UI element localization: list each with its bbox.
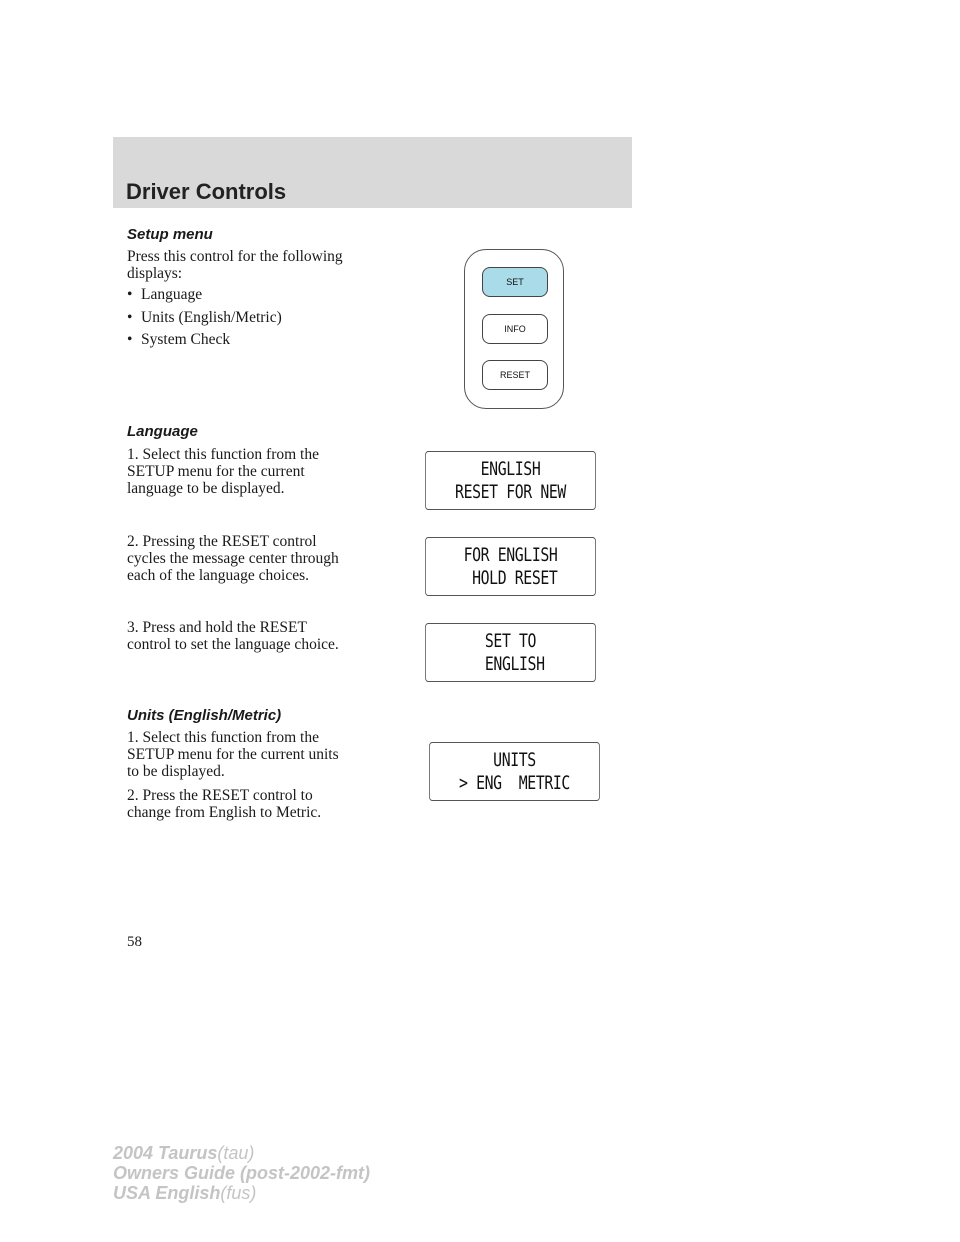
list-item-label: Units (English/Metric)	[141, 308, 282, 326]
footer-guide-name: Owners Guide (post-2002-fmt)	[113, 1163, 371, 1183]
list-item	[127, 309, 282, 332]
text-line: language to be displayed.	[127, 480, 285, 497]
set-button[interactable]: SET	[482, 267, 548, 297]
bullet-glyph: •	[127, 308, 133, 326]
display-line: ENGLISH	[476, 652, 545, 675]
display-set-to-english	[425, 623, 596, 682]
text-line: 2. Pressing the RESET control	[127, 533, 317, 550]
setup-menu-heading: Setup menu	[127, 226, 213, 243]
text-line: 2. Press the RESET control to	[127, 787, 313, 804]
text-line: control to set the language choice.	[127, 636, 339, 653]
units-step-1	[127, 729, 387, 780]
language-step-1	[127, 446, 387, 497]
display-line: FOR ENGLISH	[463, 543, 558, 566]
text-line: 3. Press and hold the RESET	[127, 619, 307, 636]
list-item	[127, 331, 282, 354]
text-line: 1. Select this function from the	[127, 729, 319, 746]
text-line: cycles the message center through	[127, 550, 339, 567]
display-english-reset	[425, 451, 596, 510]
footer-guide	[113, 1163, 370, 1183]
text-line: to be displayed.	[127, 763, 225, 780]
footer-language-code: (fus)	[220, 1183, 257, 1203]
setup-list	[127, 286, 282, 354]
display-hold-reset	[425, 537, 596, 596]
setup-intro-line: Press this control for the following	[127, 248, 343, 265]
display-line: SET TO	[484, 629, 537, 652]
setup-intro-line: displays:	[127, 265, 183, 282]
footer-model	[113, 1143, 254, 1163]
language-step-2	[127, 533, 387, 584]
display-units	[429, 742, 600, 801]
language-step-3	[127, 619, 387, 653]
display-line: ENGLISH	[480, 457, 541, 480]
section-header	[113, 137, 632, 208]
footer-language-name: USA English	[113, 1183, 221, 1203]
footer-model-name: 2004 Taurus	[113, 1143, 218, 1163]
bullet-glyph: •	[127, 286, 133, 303]
list-item-label: System Check	[141, 331, 231, 348]
units-step-2	[127, 787, 387, 821]
text-line: 1. Select this function from the	[127, 446, 319, 463]
setup-intro	[127, 248, 387, 282]
list-item	[127, 286, 282, 309]
units-heading: Units (English/Metric)	[127, 707, 282, 724]
text-line: SETUP menu for the current units	[127, 746, 339, 763]
display-line: UNITS	[493, 748, 536, 771]
text-line: change from English to Metric.	[127, 804, 322, 821]
info-button[interactable]: INFO	[482, 314, 548, 344]
section-title: Driver Controls	[126, 179, 287, 204]
footer-language	[113, 1183, 256, 1203]
display-line: HOLD RESET	[463, 566, 558, 589]
text-line: SETUP menu for the current	[127, 463, 305, 480]
display-line: RESET FOR NEW	[455, 480, 566, 503]
language-heading: Language	[127, 423, 198, 440]
footer-model-code: (tau)	[217, 1143, 255, 1163]
message-center-control-panel	[464, 249, 564, 409]
reset-button[interactable]: RESET	[482, 360, 548, 390]
bullet-glyph: •	[127, 331, 133, 348]
text-line: each of the language choices.	[127, 567, 310, 584]
page-number: 58	[127, 934, 142, 950]
list-item-label: Language	[141, 286, 203, 303]
display-line: > ENG METRIC	[459, 771, 570, 794]
